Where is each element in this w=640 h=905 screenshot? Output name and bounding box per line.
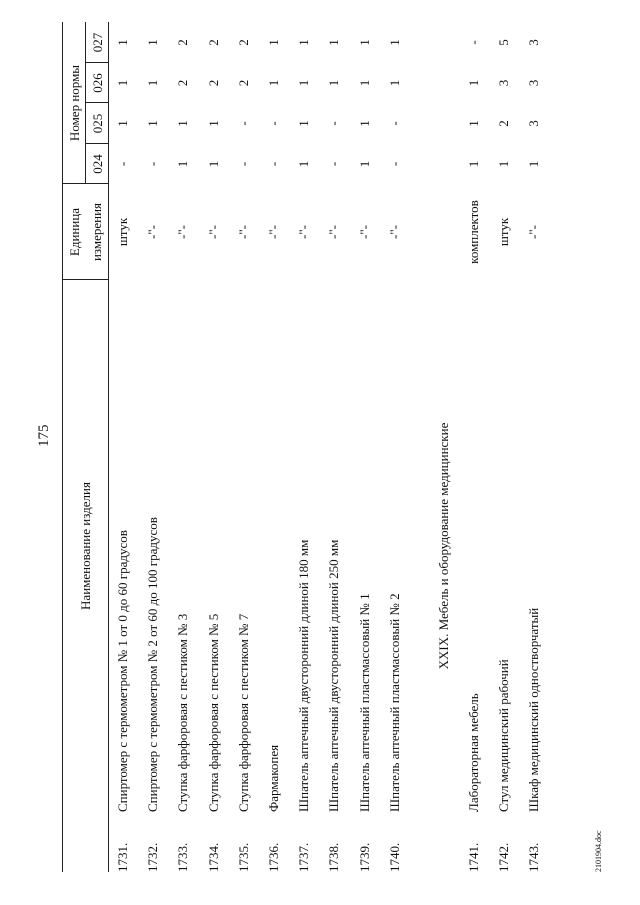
item-unit: -"- [175,225,191,239]
norm-value-024: 1 [526,160,541,168]
norm-value-024: - [115,161,130,167]
norm-value-025: 3 [526,120,541,127]
norm-value-027: 5 [496,39,511,46]
norm-value-024: 1 [356,160,372,168]
norm-value-026: 1 [145,79,161,87]
item-name: Шпатель аптечный пластмассовый № 2 [386,593,402,812]
table-header-bottom-rule [108,22,109,872]
row-number: 1739. [356,842,372,872]
norm-value-024: 1 [466,160,481,168]
header-unit-line1: Единица [67,207,82,257]
header-unit-line2: измерения [89,202,104,262]
norm-value-026: 1 [266,79,281,87]
row-number: 1732. [145,842,161,872]
item-name: Шпатель аптечный двусторонний длиной 250 мм [326,539,342,812]
norm-value-025: 1 [296,120,312,127]
norm-value-024: 1 [496,160,511,168]
row-number: 1740. [386,842,402,872]
row-number: 1737. [296,842,312,872]
item-name: Шкаф медицинский одностворчатый [526,607,541,812]
norm-value-027: 1 [115,39,130,46]
norm-value-024: 1 [296,160,312,168]
row-number: 1734. [205,842,221,872]
item-unit: -"- [526,225,541,239]
row-number: 1733. [175,842,191,872]
norm-value-025: 1 [205,120,221,127]
page-number: 175 [36,424,52,447]
norm-value-027: 1 [356,39,372,46]
norm-value-025: 1 [175,120,191,127]
item-name: Шпатель аптечный пластмассовый № 1 [356,593,372,812]
header-code-024: 024 [90,154,105,174]
norm-value-026: 1 [296,79,312,87]
norm-value-027: 1 [386,39,402,46]
item-name: Спиртомер с термометром № 2 от 60 до 100 градусов [145,517,161,812]
norm-value-024: 1 [205,160,221,168]
norm-value-026: 1 [466,79,481,87]
norm-value-027: 1 [145,39,161,46]
norm-value-026: 2 [175,79,191,87]
norm-value-026: 3 [496,79,511,87]
item-unit: -"- [235,225,251,239]
norm-value-025: 1 [356,120,372,127]
norm-value-027: - [466,40,481,45]
row-number: 1735. [235,842,251,872]
item-unit: комплектов [466,200,481,264]
norm-value-027: 1 [326,39,342,46]
item-name: Лабораторная мебель [466,693,481,812]
item-unit: -"- [386,225,402,239]
item-name: Ступка фарфоровая с пестиком № 3 [175,613,191,812]
norm-value-025: 1 [145,120,161,127]
norm-value-025: - [386,121,402,126]
norm-value-027: 3 [526,39,541,46]
norm-value-027: 2 [175,39,191,46]
norm-value-026: 2 [235,79,251,87]
item-name: Спиртомер с термометром № 1 от 0 до 60 градусов [115,530,130,812]
header-name: Наименование изделия [78,482,93,610]
norm-value-026: 1 [356,79,372,87]
item-name: Фармакопея [266,744,281,812]
norm-value-027: 1 [266,39,281,46]
rotated-table-page [28,22,608,872]
row-number: 1741. [466,842,481,872]
norm-value-025: - [235,121,251,126]
item-unit: -"- [326,225,342,239]
header-code-025: 025 [90,113,105,134]
norm-value-027: 2 [205,39,221,46]
header-code-027: 027 [90,32,105,53]
norm-value-026: 3 [526,79,541,87]
norm-value-024: - [235,161,251,167]
item-name: Стул медицинский рабочий [496,659,511,812]
row-number: 1743. [526,842,541,872]
norm-value-027: 2 [235,39,251,46]
item-name: Ступка фарфоровая с пестиком № 7 [235,613,251,812]
norm-value-024: - [326,161,342,167]
item-unit: -"- [296,225,312,239]
norm-value-025: - [266,121,281,126]
item-unit: -"- [266,225,281,239]
norm-value-025: 1 [466,120,481,127]
item-name: Шпатель аптечный двусторонний длиной 180 мм [296,539,312,812]
norm-value-026: 1 [386,79,402,87]
section-title: XXIX. Мебель и оборудование медицинские [436,422,451,670]
item-unit: штук [115,217,130,247]
item-unit: -"- [205,225,221,239]
norm-value-026: 2 [205,79,221,87]
norm-value-024: - [145,161,161,167]
norm-value-024: 1 [175,160,191,168]
norm-value-027: 1 [296,39,312,46]
header-norm-group: Номер нормы [67,64,82,142]
row-number: 1736. [266,842,281,872]
norm-value-024: - [266,161,281,167]
norm-group-rule [85,22,86,184]
item-name: Ступка фарфоровая с пестиком № 5 [205,613,221,812]
row-number: 1731. [115,842,130,872]
norm-value-025: 2 [496,120,511,127]
norm-value-025: 1 [115,120,130,127]
norm-value-025: - [326,121,342,126]
norm-value-026: 1 [326,79,342,87]
norm-value-026: 1 [115,79,130,87]
item-unit: -"- [356,225,372,239]
row-number: 1742. [496,842,511,872]
header-code-026: 026 [90,73,105,93]
item-unit: штук [496,217,511,247]
norm-value-024: - [386,161,402,167]
document-filename: 2101904.doc [594,830,603,872]
row-number: 1738. [326,842,342,872]
table-top-rule [62,22,63,872]
item-unit: -"- [145,225,161,239]
